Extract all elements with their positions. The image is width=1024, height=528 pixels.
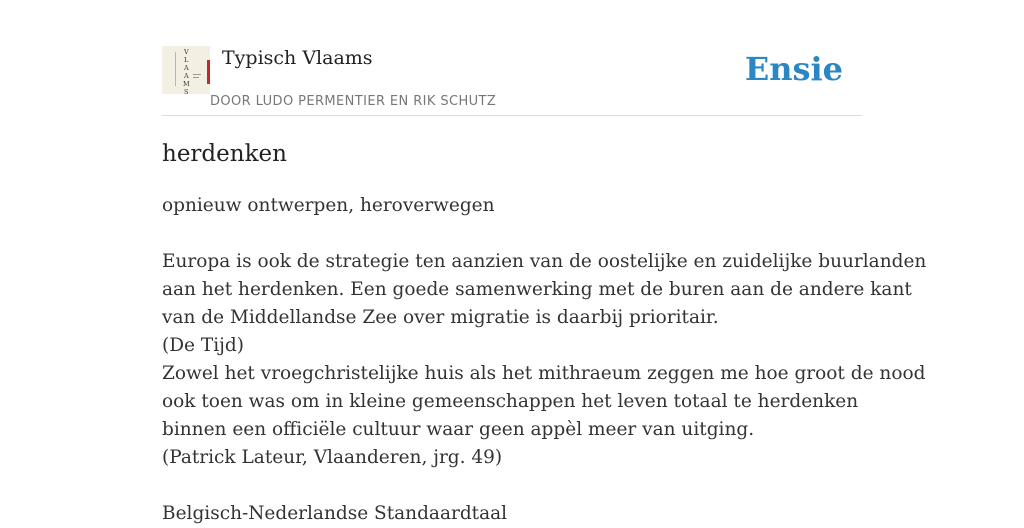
example-1-source: (De Tijd) — [162, 335, 244, 356]
avatar-letter-1: V — [184, 48, 189, 56]
site-name-link[interactable]: Typisch Vlaams — [222, 47, 373, 69]
example-1-line-1: Europa is ook de strategie ten aanzien van de oostelijke en zuidelijke buurlanden — [162, 251, 927, 272]
example-quote-1 — [162, 248, 927, 360]
entry-term: herdenken — [162, 141, 287, 167]
avatar-letter-2: L — [184, 56, 189, 64]
example-2-line-3: binnen een officiële cultuur waar geen appèl meer van uitging. — [162, 419, 755, 440]
language-label: Belgisch-Nederlandse Standaardtaal — [162, 503, 508, 524]
byline: DOOR LUDO PERMENTIER EN RIK SCHUTZ — [210, 94, 497, 109]
avatar-letter-3: A — [184, 64, 189, 72]
book-cover-icon — [162, 46, 210, 94]
example-1-line-3: van de Middellandse Zee over migratie is daarbij prioritair. — [162, 307, 719, 328]
book-cover-avatar[interactable] — [162, 46, 210, 94]
example-2-line-1: Zowel het vroegchristelijke huis als het mithraeum zeggen me hoe groot de nood — [162, 363, 926, 384]
site-header — [162, 44, 862, 116]
avatar-letter-6: S — [184, 88, 189, 96]
example-2-line-2: ook toen was om in kleine gemeenschappen het leven totaal te herdenken — [162, 391, 859, 412]
paragraph-spacer — [162, 220, 862, 248]
avatar-letter-4: A — [184, 72, 189, 80]
avatar-letter-5: M — [183, 80, 190, 88]
paragraph-spacer — [162, 472, 862, 500]
entry-content — [162, 138, 927, 528]
example-quote-2 — [162, 360, 926, 472]
example-2-source: (Patrick Lateur, Vlaanderen, jrg. 49) — [162, 447, 503, 468]
example-1-line-2: aan het herdenken. Een goede samenwerking met de buren aan de andere kant — [162, 279, 912, 300]
ensie-logo-link[interactable]: Ensie — [744, 50, 843, 88]
entry-definition: opnieuw ontwerpen, heroverwegen — [162, 195, 495, 216]
